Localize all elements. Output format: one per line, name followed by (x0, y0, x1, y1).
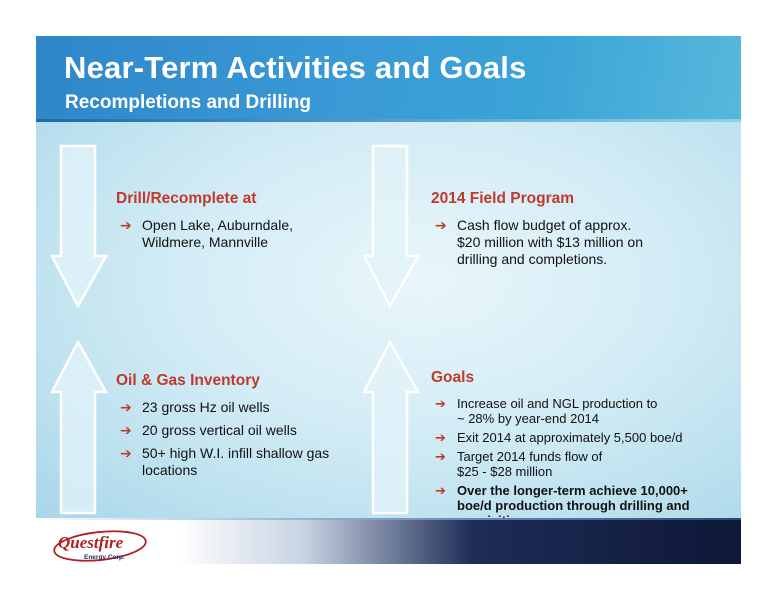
arrow-bullet-icon: ➔ (435, 430, 446, 445)
section-title: Goals (431, 369, 475, 386)
arrow-bullet-icon: ➔ (120, 399, 132, 415)
list-item: ➔ Open Lake, Auburndale, Wildmere, Mannville (120, 217, 294, 250)
page-subtitle: Recompletions and Drilling (65, 92, 311, 113)
up-arrow-icon (48, 340, 110, 515)
section-drill (116, 190, 356, 257)
list-item: ➔ Exit 2014 at approximately 5,500 boe/d (435, 430, 683, 445)
list-item: ➔ 20 gross vertical oil wells (120, 422, 297, 438)
list-item: ➔ Cash flow budget of approx. $20 million with $13 million on drilling and completions. (435, 217, 643, 267)
down-arrow-icon (360, 144, 422, 308)
content-area (36, 122, 741, 518)
arrow-bullet-icon: ➔ (435, 449, 446, 464)
list-item: ➔ Target 2014 funds flow of $25 - $28 million (435, 449, 603, 479)
down-arrow-icon (48, 144, 110, 308)
section-title: 2014 Field Program (431, 190, 575, 207)
arrow-bullet-icon: ➔ (120, 445, 132, 461)
arrow-bullet-icon: ➔ (435, 483, 446, 498)
section-field-program (431, 190, 721, 274)
section-title: Oil & Gas Inventory (116, 372, 260, 389)
section-goals (431, 369, 731, 532)
list-item: ➔ 50+ high W.I. infill shallow gas locations (120, 445, 330, 478)
company-logo (50, 524, 160, 564)
slide (36, 36, 741, 564)
header-banner (36, 36, 741, 122)
list-item: ➔ Increase oil and NGL production to ~ 28% by year-end 2014 (435, 396, 658, 426)
section-title: Drill/Recomplete at (116, 190, 257, 207)
section-inventory (116, 372, 376, 485)
arrow-bullet-icon: ➔ (120, 217, 132, 233)
arrow-bullet-icon: ➔ (435, 217, 447, 233)
arrow-bullet-icon: ➔ (120, 422, 132, 438)
svg-text:Energy Corp.: Energy Corp. (84, 554, 125, 561)
list-item: ➔ Over the longer-term achieve 10,000+ boe/d production through drilling and (435, 483, 690, 513)
page-title: Near-Term Activities and Goals (64, 50, 527, 85)
svg-text:Questfire: Questfire (58, 533, 124, 552)
list-item: ➔ 23 gross Hz oil wells (120, 399, 270, 415)
arrow-bullet-icon: ➔ (435, 396, 446, 411)
